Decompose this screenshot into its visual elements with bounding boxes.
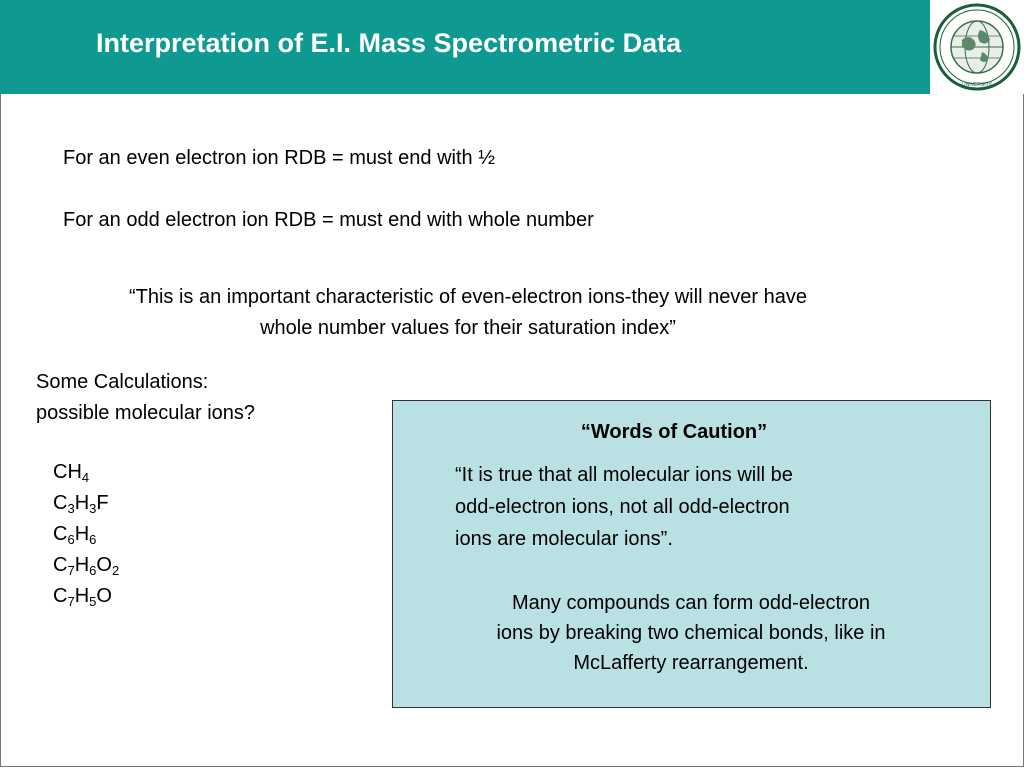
- globe-seal-logo-icon: [930, 0, 1024, 94]
- odd-electron-rule: For an odd electron ion RDB = must end with whole number: [63, 209, 594, 231]
- formula-item: [53, 581, 119, 612]
- formula-subscript: 3: [67, 501, 75, 516]
- formula-symbol: C: [53, 585, 68, 607]
- calculations-heading-line-1: Some Calculations:: [36, 371, 209, 393]
- formula-subscript: 7: [67, 563, 75, 578]
- formula-symbol: O: [96, 585, 112, 607]
- caution-title: “Words of Caution”: [580, 421, 768, 443]
- svg-text:UNIVERSITY: UNIVERSITY: [961, 82, 993, 88]
- formula-subscript: 4: [81, 470, 90, 485]
- saturation-quote: [20, 282, 916, 344]
- slide-title: Interpretation of E.I. Mass Spectrometric Data: [96, 28, 682, 58]
- formula-symbol: C: [53, 492, 68, 514]
- caution-note-line-3: McLafferty rearrangement.: [573, 652, 809, 674]
- formula-item: [53, 550, 119, 581]
- formula-subscript: 7: [67, 594, 75, 609]
- caution-quote-line-2: odd-electron ions, not all odd-electron: [455, 496, 790, 518]
- formula-symbol: F: [96, 492, 109, 514]
- formula-symbol: CH: [53, 461, 82, 483]
- caution-quote-line-3: ions are molecular ions”.: [455, 528, 673, 550]
- formula-item: [53, 457, 119, 488]
- quote-line-1: “This is an important characteristic of even-electron ions-they will never have: [128, 286, 808, 308]
- quote-line-2: whole number values for their saturation index”: [260, 317, 676, 339]
- formula-subscript: 2: [111, 563, 120, 578]
- slide-header: [0, 0, 1024, 94]
- formula-symbol: H: [74, 523, 90, 545]
- formula-symbol: C: [53, 554, 68, 576]
- formula-subscript: 6: [89, 532, 97, 547]
- formula-symbol: C: [53, 523, 68, 545]
- formula-list: [53, 457, 119, 612]
- formula-symbol: H: [74, 554, 90, 576]
- caution-quote-line-1: “It is true that all molecular ions will be: [455, 464, 793, 486]
- formula-subscript: 5: [89, 594, 97, 609]
- formula-subscript: 3: [89, 501, 97, 516]
- caution-quote: [455, 459, 915, 555]
- formula-symbol: H: [74, 585, 90, 607]
- formula-subscript: 6: [67, 532, 75, 547]
- formula-symbol: O: [96, 554, 112, 576]
- formula-item: [53, 488, 119, 519]
- calculations-heading-line-2: possible molecular ions?: [36, 402, 256, 424]
- formula-subscript: 6: [89, 563, 97, 578]
- calculations-heading: [36, 367, 255, 429]
- words-of-caution-box: [392, 400, 991, 708]
- caution-note-line-1: Many compounds can form odd-electron: [512, 592, 870, 614]
- even-electron-rule: For an even electron ion RDB = must end with ½: [63, 147, 495, 169]
- formula-item: [53, 519, 119, 550]
- formula-symbol: H: [74, 492, 90, 514]
- caution-note-line-2: ions by breaking two chemical bonds, like in: [496, 622, 886, 644]
- institute-logo: [930, 0, 1024, 94]
- caution-note: [423, 588, 959, 678]
